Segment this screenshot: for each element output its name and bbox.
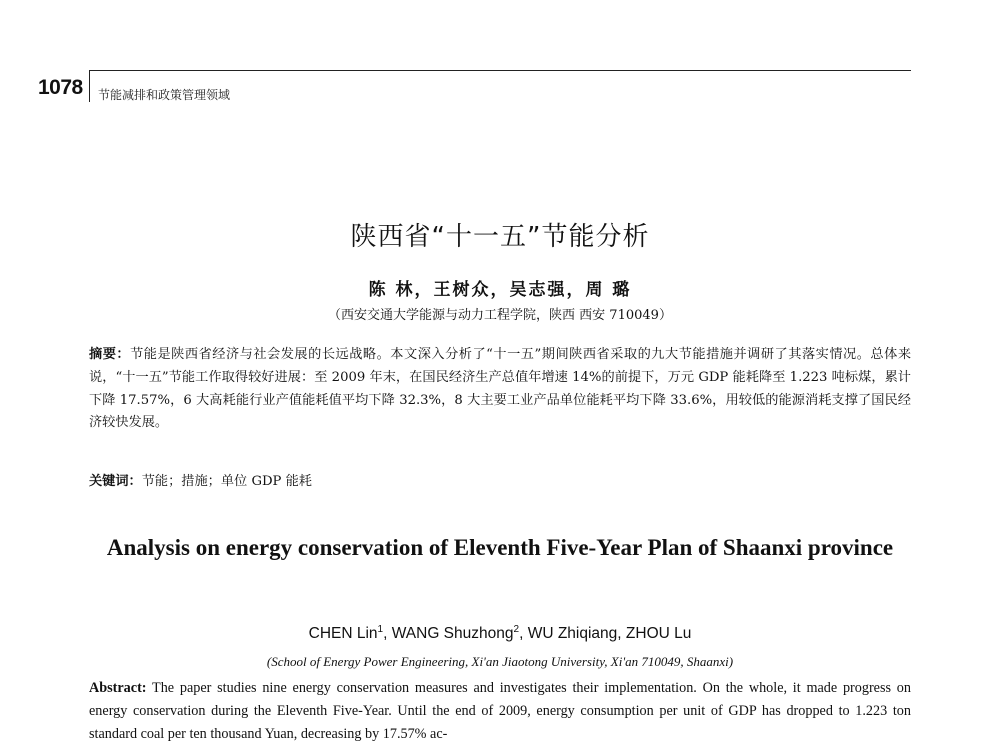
keywords-cn	[89, 470, 312, 489]
author-1: CHEN Lin	[308, 625, 378, 643]
abstract-label-en: Abstract:	[89, 680, 147, 696]
authors-cn: 陈 林，王树众，吴志强，周 璐	[368, 280, 632, 300]
page-number: 1078	[38, 76, 83, 99]
author-4: ZHOU Lu	[625, 625, 692, 643]
abstract-cn	[89, 344, 911, 435]
abstract-text-en: The paper studies nine energy conservation measures and investigates their implementation. On the whole, it made progress on energy conservation during the Eleventh Five-Year. Until the end of 2009, energy consumption per unit of GDP has dropped to 1.223 ton standard coal per ten thousand Yuan, decreasing by 17.57% ac-	[89, 680, 911, 742]
header-divider	[89, 70, 90, 102]
author-2: WANG Shuzhong	[391, 625, 514, 643]
affiliation-cn: （西安交通大学能源与动力工程学院，陕西 西安 710049）	[328, 308, 672, 323]
keywords-text-cn: 节能；措施；单位 GDP 能耗	[141, 474, 312, 489]
abstract-text-cn: 节能是陕西省经济与社会发展的长远战略。本文深入分析了“十一五”期间陕西省采取的九大节能措施并调研了其落实情况。总体来说，“十一五”节能工作取得较好进展：至 2009 年末，在国民经济生产总值年增速 14%的前提下，万元 GDP 能耗降至 1.223 吨标煤，累计下降 17.57%，6 大高耗能行业产值能耗值平均下降 32.3%，8 大主要工业产品单位能耗平均下降 33.6%，用较低的能源消耗支撑了国民经济较快发展。	[89, 347, 912, 431]
paper-title-en: Analysis on energy conservation of Eleventh Five-Year Plan of Shaanxi province	[106, 535, 894, 560]
author-1-affil-mark: 1	[377, 624, 384, 635]
abstract-en	[89, 677, 911, 746]
author-3: WU Zhiqiang	[527, 625, 618, 643]
affiliation-en: (School of Energy Power Engineering, Xi'an Jiaotong University, Xi'an 710049, Shaanxi)	[266, 654, 734, 669]
authors-en: CHEN Lin$^1$, WANG Shuzhong$^2$, WU Zhiqiang, ZHOU Lu	[308, 624, 692, 643]
keywords-label-cn: 关键词：	[89, 474, 142, 489]
paper-title-cn: 陕西省“十一五”节能分析	[350, 222, 650, 252]
running-section-title: 节能减排和政策管理领域	[98, 88, 231, 102]
author-2-affil-mark: 2	[513, 624, 520, 635]
header-rule	[89, 70, 911, 71]
abstract-label-cn: 摘要：	[89, 347, 131, 362]
